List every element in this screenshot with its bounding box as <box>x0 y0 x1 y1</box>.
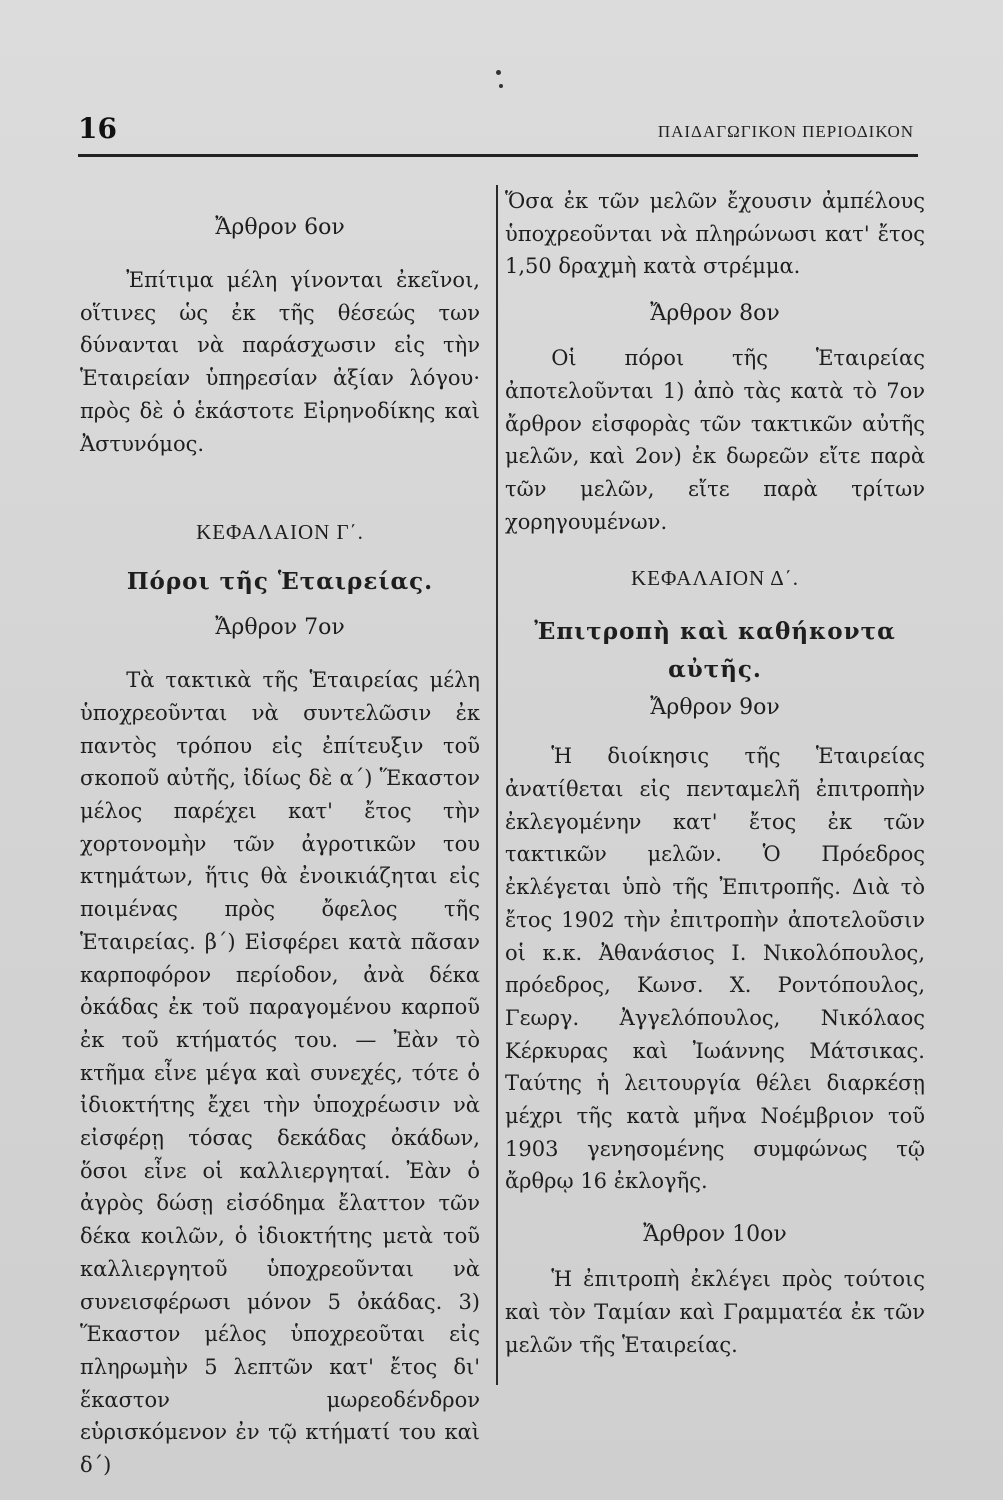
running-head: ΠΑΙΔΑΓΩΓΙΚΟΝ ΠΕΡΙΟΔΙΚΟΝ <box>657 122 914 141</box>
article-10-text: Ἡ ἐπιτροπὴ ἐκλέγει πρὸς τούτοις καὶ τὸν Ταμίαν καὶ Γραμματέα ἐκ τῶν μελῶν τῆς Ἑταιρείας. <box>505 1267 925 1357</box>
article-7-text: Τὰ τακτικὰ τῆς Ἑταιρείας μέλη ὑποχρεοῦνται νὰ συντελῶσιν ἐκ παντὸς τρόπου εἰς ἐπίτευξιν τοῦ σκοποῦ αὐτῆς, ἰδίως δὲ α΄) Ἕκαστον μέλος παρέχει κατ' ἔτος τὴν χορτονομὴν τῶν ἀγροτικῶν του κτημάτων, ἥτις θὰ ἐνοικιάζηται εἰς ποιμένας πρὸς ὄφελος τῆς Ἑταιρείας. β΄) Εἰσφέρει κατὰ πᾶσαν καρποφόρον περίοδον, ἀνὰ δέκα ὀκάδας ἐκ τοῦ παραγομένου καρποῦ ἐκ τοῦ κτήματός του. — Ἐὰν τὸ κτῆμα εἶνε μέγα καὶ συνεχές, τότε ὁ ἰδιοκτήτης ἔχει τὴν ὑποχρέωσιν νὰ εἰσφέρῃ τόσας δεκάδας ὀκάδων, ὅσοι εἶνε οἱ καλλιεργηταί. Ἐὰν ὁ ἀγρὸς δώσῃ εἰσόδημα ἔλαττον τῶν δέκα κοιλῶν, ὁ ἰδιοκτήτης μετὰ τοῦ καλλιεργητοῦ ὑποχρεοῦνται νὰ συνεισφέρωσι μόνον 5 ὀκάδας. 3) Ἕκαστον μέλος ὑποχρεοῦται εἰς πληρωμὴν 5 λεπτῶν κατ' ἔτος δι' ἕκαστον μωρεοδένδρον εὑρισκόμενον ἐν τῷ κτήματί του καὶ δ΄) <box>80 668 480 1478</box>
ink-speck <box>499 84 503 88</box>
article-8-heading: Ἄρθρον 8ον <box>650 301 780 327</box>
left-column <box>80 195 480 1482</box>
article-6-text: Ἐπίτιμα μέλη γίνονται ἐκεῖνοι, οἵτινες ὡς ἐκ τῆς θέσεώς των δύνανται νὰ παράσχωσιν εἰς τὴν Ἑταιρείαν ὑπηρεσίαν ἀξίαν λόγου· πρὸς δὲ ὁ ἑκάστοτε Εἰρηνοδίκης καὶ Ἀστυνόμος. <box>80 268 480 456</box>
article-8-text: Οἱ πόροι τῆς Ἑταιρείας ἀποτελοῦνται 1) ἀπὸ τὰς κατὰ τὸ 7ον ἄρθρον εἰσφορὰς τῶν τακτικῶν αὐτῆς μελῶν, καὶ 2ον) ἐκ δωρεῶν εἴτε παρὰ τῶν μελῶν, εἴτε παρὰ τρίτων χορηγουμένων. <box>505 346 925 534</box>
article-10-heading: Ἄρθρον 10ον <box>643 1222 787 1248</box>
right-column <box>505 189 925 1361</box>
chapter-c-title: Πόροι τῆς Ἑταιρείας. <box>126 568 434 596</box>
article-7-heading: Ἄρθρον 7ον <box>215 615 345 641</box>
chapter-c-heading: ΚΕΦΑΛΑΙΟΝ Γ΄. <box>196 520 364 545</box>
article-9-text: Ἡ διοίκησις τῆς Ἑταιρείας ἀνατίθεται εἰς πενταμελῆ ἐπιτροπὴν ἐκλεγομένην κατ' ἔτος ἐκ τῶν τακτικῶν μελῶν. Ὁ Πρόεδρος ἐκλέγεται ὑπὸ τῆς Ἐπιτροπῆς. Διὰ τὸ ἔτος 1902 τὴν ἐπιτροπὴν ἀποτελοῦσιν οἱ κ.κ. Ἀθανάσιος Ι. Νικολόπουλος, πρόεδρος, Κωνσ. Χ. Ροντόπουλος, Γεωργ. Ἀγγελόπουλος, Νικόλαος Κέρκυρας καὶ Ἰωάννης Μάτσικας. Ταύτης ἡ λειτουργία θέλει διαρκέσῃ μέχρι τῆς κατὰ μῆνα Νοέμβριον τοῦ 1903 γενησομένης συμφώνως τῷ ἄρθρῳ 16 ἐκλογῆς. <box>505 744 925 1194</box>
chapter-d-heading: ΚΕΦΑΛΑΙΟΝ Δ΄. <box>630 566 800 591</box>
article-6-heading: Ἄρθρον 6ον <box>215 215 345 240</box>
column-divider <box>496 185 498 1385</box>
chapter-d-title-line-1: Ἐπιτροπὴ καὶ καθήκοντα <box>534 618 896 646</box>
ink-speck <box>496 70 501 75</box>
article-9-heading: Ἄρθρον 9ον <box>650 695 780 721</box>
chapter-d-title-line-2: αὐτῆς. <box>668 656 762 684</box>
article-7-continuation: Ὅσα ἐκ τῶν μελῶν ἔχουσιν ἀμπέλους ὑποχρεοῦνται νὰ πληρώνωσι κατ' ἔτος 1,50 δραχμὴ κατὰ στρέμμα. <box>505 189 925 279</box>
header-rule <box>78 154 918 157</box>
page-number: 16 <box>78 112 117 145</box>
page-header <box>78 112 918 152</box>
